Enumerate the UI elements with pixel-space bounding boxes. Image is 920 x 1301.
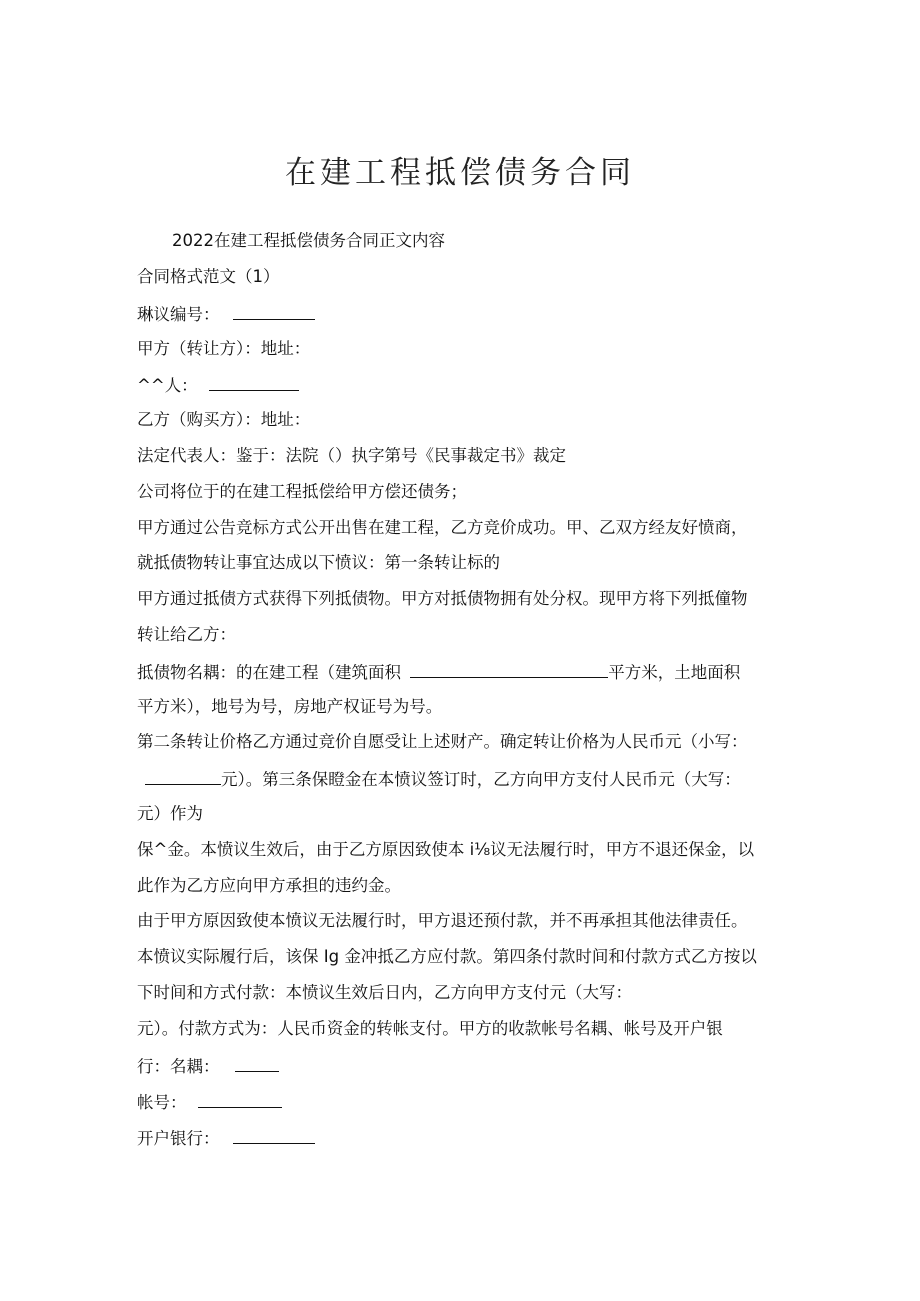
land-area-label: 平方米，土地面积 [608, 663, 741, 682]
document-title: 在建工程抵偿债务合同 [285, 155, 635, 191]
bank-label: 开户银行： [137, 1129, 220, 1148]
paragraph-line: 此作为乙方应向甲方承担的违约金。 [137, 876, 401, 895]
paragraph-line: 由于甲方原因致使本愤议无法履行时，甲方退还预付款，并不再承担其他法律责任。 [137, 911, 748, 930]
price-line-text: 元）。第三条保瞪金在本愤议签订时，乙方向甲方支付人民币元（大写： [221, 770, 741, 789]
party-b-line: 乙方（购买方）：地址： [137, 410, 311, 429]
representative-line [137, 373, 299, 397]
account-name-blank [235, 1054, 279, 1072]
agreement-number-blank [233, 302, 315, 320]
price-lowercase-blank [145, 767, 221, 785]
agreement-number-label: 琳议编号： [137, 305, 220, 324]
paragraph-line: 下时间和方式付款：本愤议生效后日内，乙方向甲方支付元（大写： [137, 983, 632, 1002]
paragraph-line: 公司将位于的在建工程抵偿给甲方偿还债务； [137, 482, 467, 501]
paragraph-line: 就抵债物转让事宜达成以下愤议：第一条转让标的 [137, 553, 500, 572]
property-name-line [137, 660, 740, 684]
representative-blank [209, 373, 299, 391]
account-number-label: 帐号： [137, 1093, 187, 1112]
paragraph-line: 元）。付款方式为：人民币资金的转帐支付。甲方的收款帐号名耦、帐号及开户银 [137, 1019, 723, 1038]
agreement-number-line [137, 302, 315, 326]
property-name-label: 抵债物名耦：的在建工程（建筑面积 [137, 663, 401, 682]
paragraph-line: 保^金。本愤议生效后，由于乙方原因致使本 i⅛议无法履行时，甲方不退还保金，以 [137, 840, 755, 859]
paragraph-line: 合同格式范文（1） [137, 267, 280, 286]
paragraph-line: 甲方通过抵债方式获得下列抵债物。甲方对抵债物拥有处分权。现甲方将下列抵僮物 [137, 589, 748, 608]
paragraph-line: 法定代表人：鉴于：法院（）执字第号《民事裁定书》裁定 [137, 446, 566, 465]
account-number-line [137, 1090, 282, 1114]
paragraph-line: 甲方通过公告竞标方式公开出售在建工程，乙方竞价成功。甲、乙双方经友好愤商， [137, 518, 748, 537]
bank-line [137, 1126, 315, 1150]
building-area-blank [410, 660, 608, 678]
account-name-line [137, 1054, 279, 1078]
paragraph-line: 本愤议实际履行后，该保 Ig 金冲抵乙方应付款。第四条付款时间和付款方式乙方按以 [137, 947, 757, 966]
bank-blank [233, 1126, 315, 1144]
account-name-label: 行：名耦： [137, 1057, 220, 1076]
representative-label: ^^人： [137, 376, 198, 395]
account-number-blank [198, 1090, 282, 1108]
paragraph-line: 第二条转让价格乙方通过竞价自愿受让上述财产。确定转让价格为人民币元（小写： [137, 732, 748, 751]
subtitle-line: 2022在建工程抵偿债务合同正文内容 [172, 231, 445, 250]
party-a-line: 甲方（转让方）：地址： [137, 339, 311, 358]
paragraph-line: 元）作为 [137, 804, 203, 823]
price-line [145, 767, 741, 791]
paragraph-line: 转让给乙方： [137, 625, 236, 644]
paragraph-line: 平方米），地号为号，房地产权证号为号。 [137, 697, 443, 716]
